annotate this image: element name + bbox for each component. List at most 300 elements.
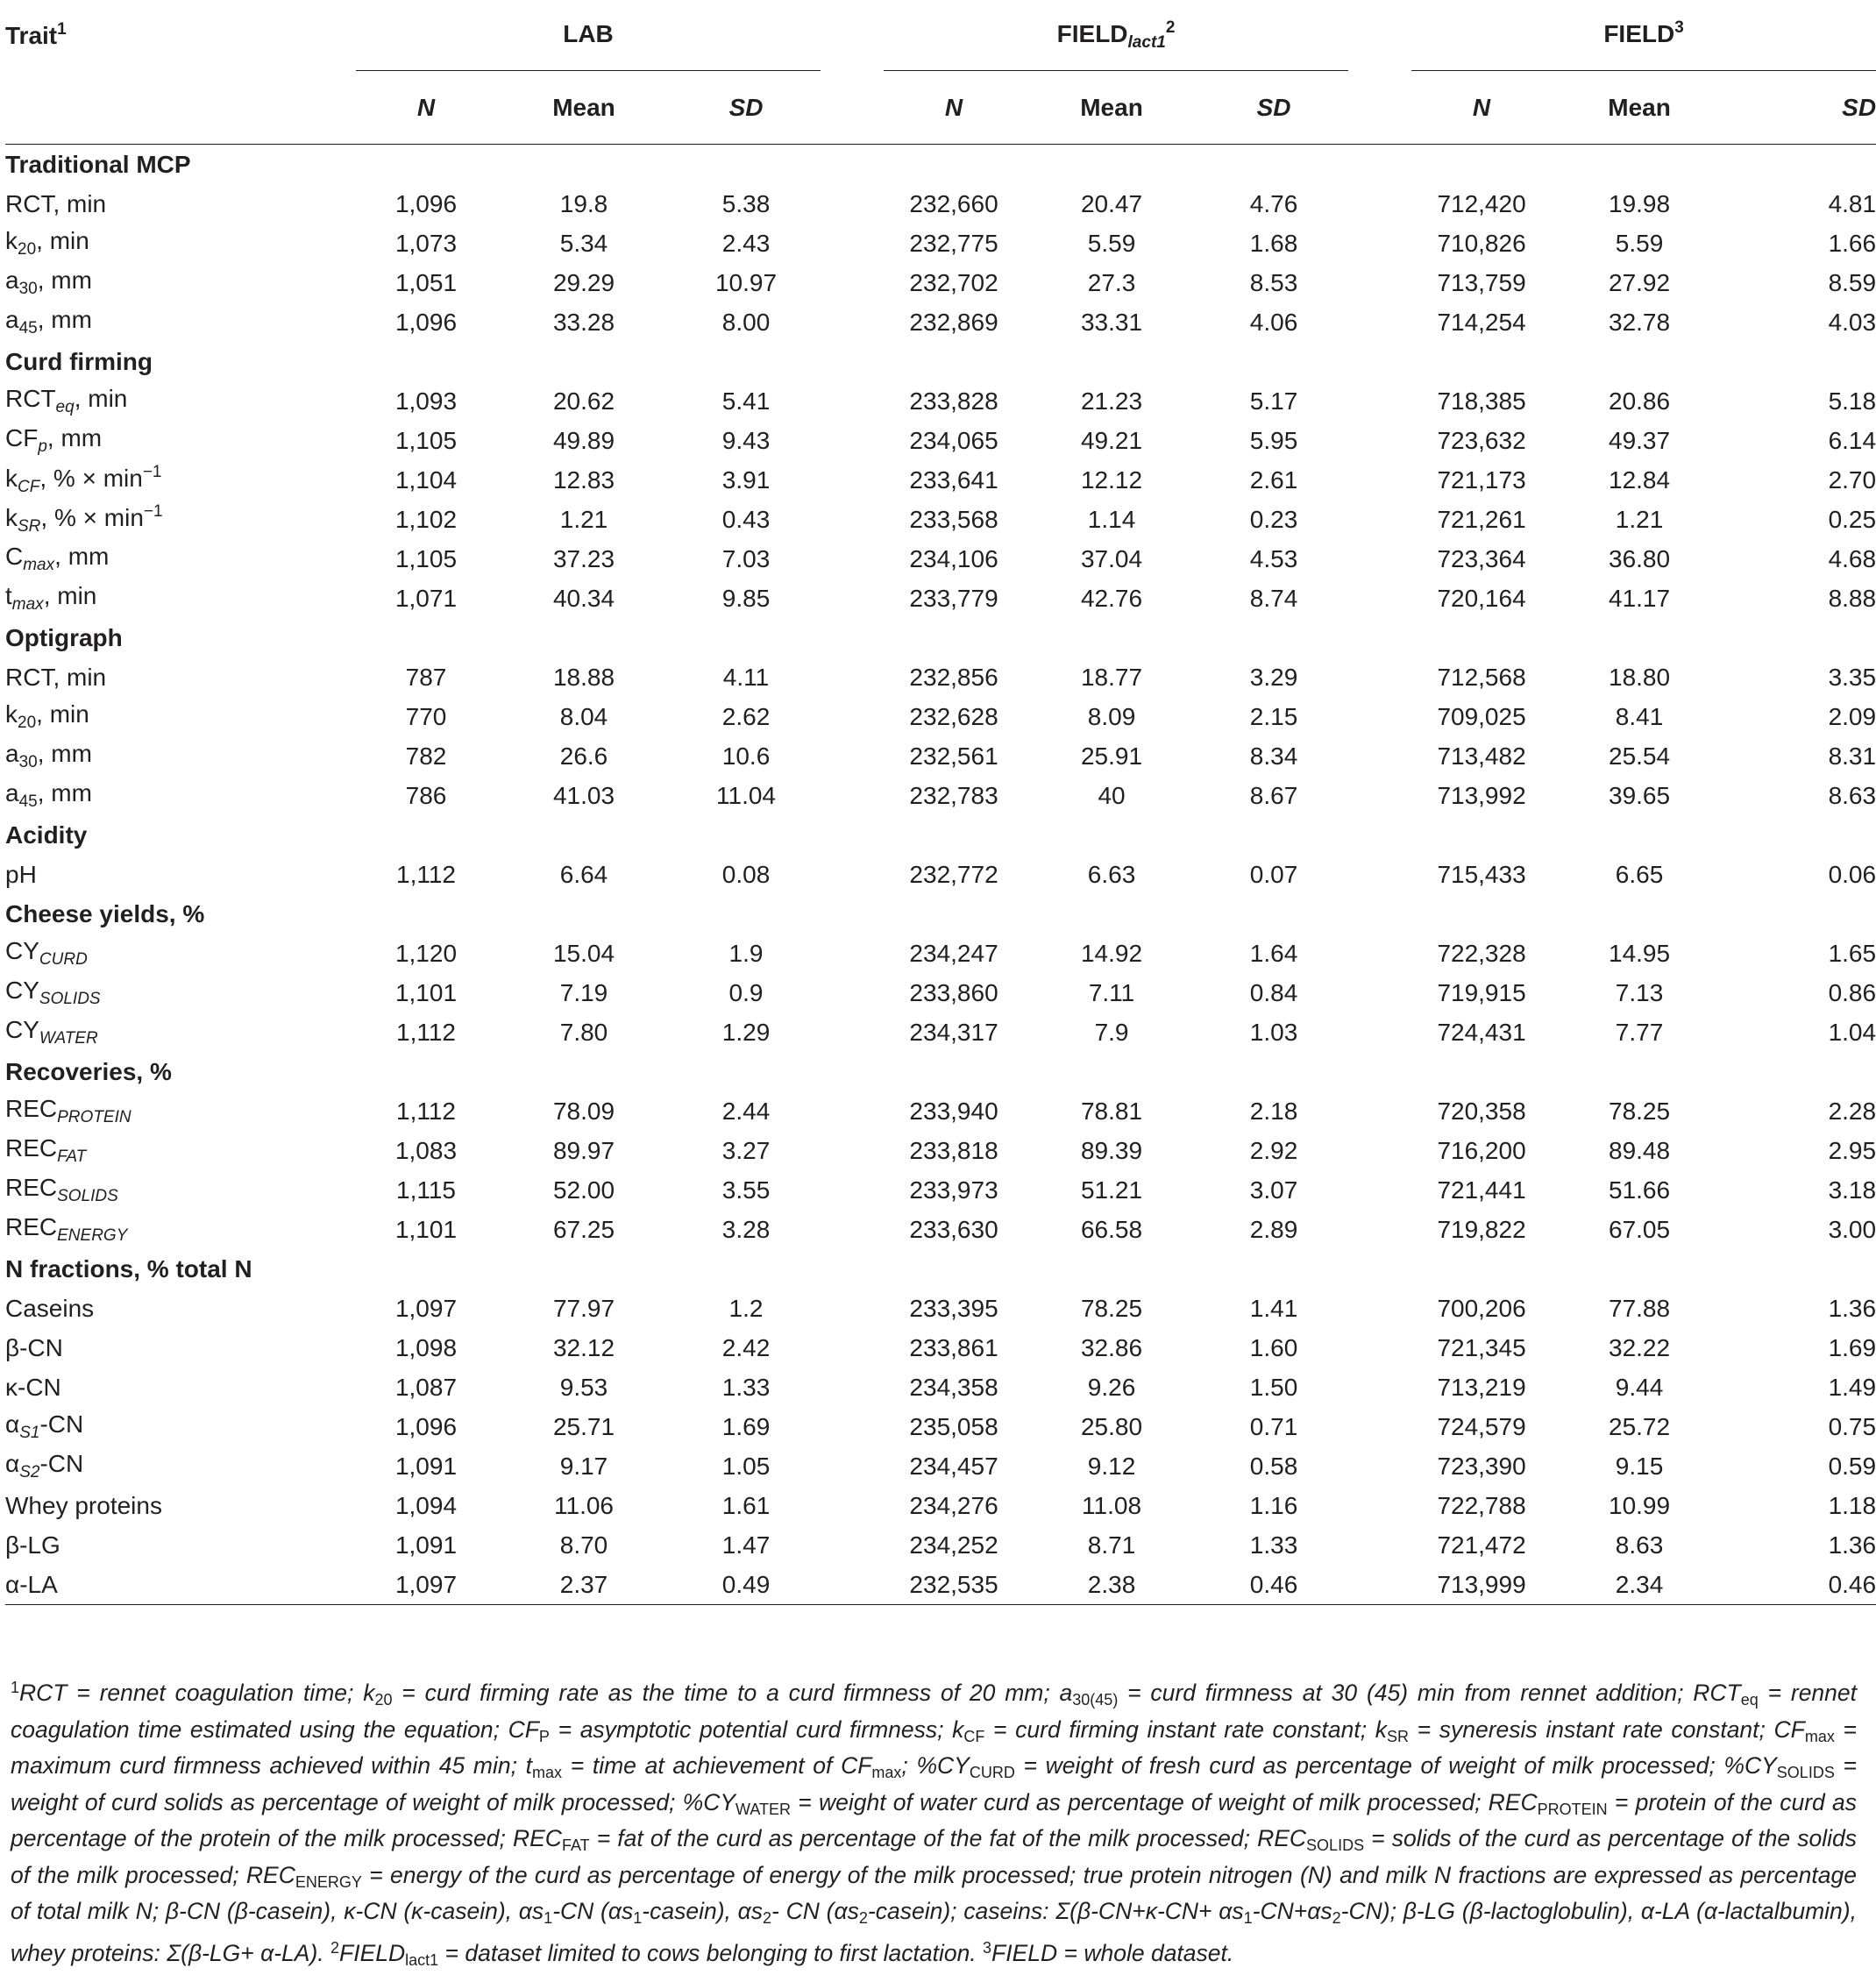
cell-n: 233,568 xyxy=(909,505,998,533)
cell-mean: 7.9 xyxy=(1094,1018,1129,1046)
column-gap xyxy=(821,736,884,776)
column-gap xyxy=(1348,224,1411,263)
cell-mean: 32.86 xyxy=(1080,1333,1143,1361)
group-header-field: FIELD$^3$ xyxy=(1411,0,1876,71)
cell-mean: 41.03 xyxy=(552,781,615,809)
cell-n: 714,254 xyxy=(1437,308,1526,336)
column-gap xyxy=(1348,736,1411,776)
table-row xyxy=(5,1131,1876,1170)
cell-mean: 9.53 xyxy=(559,1373,608,1401)
cell-n: 234,247 xyxy=(909,939,998,967)
cell-mean: 52.00 xyxy=(552,1176,615,1204)
cell-sd: 8.34 xyxy=(1249,742,1298,770)
column-gap xyxy=(821,855,884,894)
cell-mean: 77.88 xyxy=(1609,1294,1671,1322)
cell-sd: 0.43 xyxy=(721,505,771,533)
cell-n: 233,779 xyxy=(909,584,998,612)
cell-sd: 9.43 xyxy=(721,426,771,454)
cell-n: 1,104 xyxy=(394,465,458,494)
cell-sd: 2.70 xyxy=(1828,465,1876,494)
cell-mean: 9.15 xyxy=(1615,1452,1664,1480)
cell-mean: 19.98 xyxy=(1609,189,1671,217)
column-gap xyxy=(1348,381,1411,421)
cell-sd: 0.23 xyxy=(1249,505,1298,533)
column-gap xyxy=(821,1012,884,1052)
cell-n: 721,441 xyxy=(1437,1176,1526,1204)
cell-sd: 1.50 xyxy=(1249,1373,1298,1401)
cell-n: 233,940 xyxy=(909,1097,998,1125)
cell-mean: 89.97 xyxy=(552,1136,615,1164)
cell-mean: 18.80 xyxy=(1609,663,1671,691)
cell-mean: 40.34 xyxy=(552,584,615,612)
column-gap xyxy=(821,1210,884,1249)
cell-n: 1,071 xyxy=(394,584,458,612)
cell-sd: 2.89 xyxy=(1249,1215,1298,1243)
cell-n: 1,120 xyxy=(394,939,458,967)
cell-n: 721,173 xyxy=(1437,465,1526,494)
cell-sd: 1.29 xyxy=(721,1018,771,1046)
cell-sd: 8.59 xyxy=(1828,268,1876,296)
trait-label: $CF_p$, mm xyxy=(5,424,103,456)
cell-sd: 1.60 xyxy=(1249,1333,1298,1361)
table-row xyxy=(5,1407,1876,1446)
column-gap xyxy=(1348,421,1411,460)
trait-label: $REC_{ENERGY}$ xyxy=(5,1213,128,1245)
cell-mean: 21.23 xyxy=(1080,387,1143,415)
cell-sd: 1.03 xyxy=(1249,1018,1298,1046)
table-row xyxy=(5,1368,1876,1407)
cell-n: 232,660 xyxy=(909,189,998,217)
trait-label: κ-CN xyxy=(5,1373,61,1401)
column-gap xyxy=(1348,1368,1411,1407)
trait-label: $CY_{SOLIDS}$ xyxy=(5,977,101,1008)
table-row xyxy=(5,1210,1876,1249)
col-header-mean: Mean xyxy=(1024,71,1199,145)
cell-n: 716,200 xyxy=(1437,1136,1526,1164)
table-row xyxy=(5,1289,1876,1328)
table-row xyxy=(5,1486,1876,1525)
cell-sd: 2.61 xyxy=(1249,465,1298,494)
cell-mean: 2.34 xyxy=(1552,1565,1727,1605)
cell-sd: 0.59 xyxy=(1828,1452,1876,1480)
cell-sd: 10.6 xyxy=(721,742,771,770)
cell-n: 1,101 xyxy=(394,1215,458,1243)
cell-n: 234,106 xyxy=(909,544,998,572)
column-gap xyxy=(821,973,884,1012)
cell-sd: 8.74 xyxy=(1249,584,1298,612)
cell-sd: 1.33 xyxy=(721,1373,771,1401)
cell-n: 1,091 xyxy=(394,1452,458,1480)
cell-sd: 3.55 xyxy=(721,1176,771,1204)
cell-mean: 40 xyxy=(1098,781,1126,809)
cell-mean: 37.23 xyxy=(552,544,615,572)
column-gap xyxy=(1348,1446,1411,1486)
column-gap xyxy=(821,657,884,697)
column-gap xyxy=(821,1131,884,1170)
table-row xyxy=(5,776,1876,815)
cell-mean: 25.80 xyxy=(1080,1412,1143,1440)
cell-n: 720,164 xyxy=(1437,584,1526,612)
column-gap xyxy=(1348,1407,1411,1446)
cell-sd: 0.9 xyxy=(728,978,764,1006)
table-row xyxy=(5,460,1876,500)
cell-sd: 2.43 xyxy=(721,229,771,257)
section-header-row xyxy=(5,342,1876,381)
cell-mean: 25.91 xyxy=(1080,742,1143,770)
cell-n: 1,083 xyxy=(394,1136,458,1164)
cell-mean: 89.48 xyxy=(1609,1136,1671,1164)
cell-n: 234,065 xyxy=(909,426,998,454)
cell-mean: 33.31 xyxy=(1080,308,1143,336)
cell-mean: 8.09 xyxy=(1087,702,1136,730)
cell-n: 235,058 xyxy=(909,1412,998,1440)
cell-mean: 25.71 xyxy=(552,1412,615,1440)
cell-sd: 0.06 xyxy=(1828,860,1876,888)
cell-n: 712,420 xyxy=(1437,189,1526,217)
cell-mean: 11.08 xyxy=(1082,1491,1142,1519)
cell-mean: 12.83 xyxy=(552,465,615,494)
cell-n: 713,999 xyxy=(1411,1565,1552,1605)
section-title: N fractions, % total N xyxy=(5,1254,252,1282)
trait-label: $k_{20}$, min xyxy=(5,227,89,259)
cell-mean: 12.84 xyxy=(1609,465,1671,494)
cell-sd: 0.86 xyxy=(1828,978,1876,1006)
cell-mean: 41.17 xyxy=(1609,584,1671,612)
cell-mean: 8.70 xyxy=(559,1531,608,1559)
column-gap xyxy=(821,579,884,618)
cell-n: 700,206 xyxy=(1437,1294,1526,1322)
cell-n: 770 xyxy=(405,702,447,730)
cell-sd: 4.76 xyxy=(1249,189,1298,217)
cell-n: 713,219 xyxy=(1437,1373,1526,1401)
table-row xyxy=(5,1012,1876,1052)
cell-sd: 1.64 xyxy=(1249,939,1298,967)
column-gap xyxy=(821,302,884,342)
cell-n: 233,395 xyxy=(909,1294,998,1322)
cell-mean: 18.88 xyxy=(552,663,615,691)
cell-sd: 3.35 xyxy=(1828,663,1876,691)
cell-n: 232,772 xyxy=(909,860,998,888)
table-row xyxy=(5,934,1876,973)
column-gap xyxy=(821,934,884,973)
cell-mean: 7.11 xyxy=(1088,978,1135,1006)
table-row xyxy=(5,302,1876,342)
cell-n: 721,345 xyxy=(1437,1333,1526,1361)
column-gap xyxy=(1348,500,1411,539)
cell-n: 1,105 xyxy=(394,544,458,572)
cell-mean: 32.22 xyxy=(1609,1333,1671,1361)
column-gap xyxy=(821,1407,884,1446)
section-title: Cheese yields, % xyxy=(5,899,205,927)
cell-mean: 49.89 xyxy=(552,426,615,454)
column-gap xyxy=(821,1446,884,1486)
cell-mean: 36.80 xyxy=(1609,544,1671,572)
cell-sd: 1.41 xyxy=(1249,1294,1298,1322)
cell-mean: 78.25 xyxy=(1609,1097,1671,1125)
cell-mean: 8.71 xyxy=(1087,1531,1136,1559)
cell-sd: 1.65 xyxy=(1828,939,1876,967)
trait-label: pH xyxy=(5,860,37,888)
cell-sd: 0.58 xyxy=(1249,1452,1298,1480)
cell-sd: 0.49 xyxy=(672,1565,821,1605)
cell-sd: 3.28 xyxy=(721,1215,771,1243)
cell-sd: 8.00 xyxy=(721,308,771,336)
column-gap xyxy=(1348,1210,1411,1249)
column-gap xyxy=(821,1565,884,1605)
column-gap xyxy=(821,1486,884,1525)
cell-n: 234,358 xyxy=(909,1373,998,1401)
cell-n: 234,317 xyxy=(909,1018,998,1046)
table-row xyxy=(5,579,1876,618)
cell-mean: 89.39 xyxy=(1080,1136,1143,1164)
column-gap xyxy=(1348,1289,1411,1328)
cell-n: 723,364 xyxy=(1437,544,1526,572)
cell-sd: 11.04 xyxy=(716,781,777,809)
cell-n: 787 xyxy=(405,663,447,691)
cell-mean: 49.21 xyxy=(1080,426,1143,454)
column-gap xyxy=(1348,1012,1411,1052)
cell-n: 1,094 xyxy=(394,1491,458,1519)
col-header-n: N xyxy=(1411,71,1552,145)
column-gap xyxy=(1348,697,1411,736)
cell-n: 1,102 xyxy=(394,505,458,533)
cell-sd: 8.53 xyxy=(1249,268,1298,296)
section-header-row xyxy=(5,815,1876,855)
header-row-columns xyxy=(5,71,1876,145)
column-gap xyxy=(821,421,884,460)
document xyxy=(5,0,1876,1969)
trait-header: Trait$^1$ xyxy=(5,20,67,50)
section-header-row xyxy=(5,894,1876,934)
cell-n: 232,535 xyxy=(884,1565,1024,1605)
column-gap xyxy=(821,500,884,539)
cell-mean: 8.63 xyxy=(1615,1531,1664,1559)
trait-label: $RCT_{eq}$, min xyxy=(5,385,128,416)
cell-mean: 77.97 xyxy=(552,1294,615,1322)
cell-sd: 1.36 xyxy=(1828,1294,1876,1322)
cell-mean: 25.72 xyxy=(1609,1412,1671,1440)
cell-sd: 1.18 xyxy=(1828,1491,1876,1519)
cell-n: 1,101 xyxy=(394,978,458,1006)
cell-sd: 4.06 xyxy=(1249,308,1298,336)
col-header-sd: SD xyxy=(1199,71,1348,145)
section-title: Acidity xyxy=(5,821,88,849)
cell-n: 721,472 xyxy=(1437,1531,1526,1559)
cell-mean: 8.04 xyxy=(559,702,608,730)
cell-sd: 3.00 xyxy=(1828,1215,1876,1243)
table-row xyxy=(5,1170,1876,1210)
cell-sd: 4.53 xyxy=(1249,544,1298,572)
column-gap xyxy=(821,1328,884,1368)
trait-label: $a_{45}$, mm xyxy=(5,779,92,811)
trait-label: $REC_{PROTEIN}$ xyxy=(5,1095,131,1126)
cell-mean: 42.76 xyxy=(1080,584,1143,612)
column-gap xyxy=(821,224,884,263)
trait-label: $a_{45}$, mm xyxy=(5,306,92,337)
cell-mean: 18.77 xyxy=(1080,663,1143,691)
cell-n: 234,252 xyxy=(909,1531,998,1559)
cell-mean: 19.8 xyxy=(559,189,608,217)
cell-sd: 0.46 xyxy=(1727,1565,1876,1605)
cell-mean: 14.92 xyxy=(1080,939,1143,967)
cell-n: 1,096 xyxy=(394,308,458,336)
trait-label: $REC_{SOLIDS}$ xyxy=(5,1174,118,1205)
cell-n: 233,818 xyxy=(909,1136,998,1164)
cell-n: 232,561 xyxy=(909,742,998,770)
cell-n: 233,630 xyxy=(909,1215,998,1243)
column-gap xyxy=(1348,855,1411,894)
cell-mean: 11.06 xyxy=(554,1491,614,1519)
cell-n: 722,328 xyxy=(1437,939,1526,967)
cell-mean: 5.59 xyxy=(1087,229,1136,257)
col-header-mean: Mean xyxy=(496,71,672,145)
cell-mean: 1.21 xyxy=(559,505,608,533)
cell-sd: 1.49 xyxy=(1828,1373,1876,1401)
trait-label: RCT, min xyxy=(5,189,107,217)
cell-sd: 9.85 xyxy=(721,584,771,612)
cell-sd: 0.07 xyxy=(1249,860,1298,888)
table-row xyxy=(5,855,1876,894)
cell-n: 233,861 xyxy=(909,1333,998,1361)
trait-label: $C_{max}$, mm xyxy=(5,543,110,574)
cell-sd: 4.11 xyxy=(722,663,770,691)
cell-sd: 2.62 xyxy=(721,702,771,730)
cell-sd: 2.95 xyxy=(1828,1136,1876,1164)
cell-n: 713,992 xyxy=(1437,781,1526,809)
column-gap xyxy=(1348,1328,1411,1368)
cell-sd: 1.9 xyxy=(728,939,764,967)
trait-label: RCT, min xyxy=(5,663,107,691)
trait-label: β-LG xyxy=(5,1531,60,1559)
table-row xyxy=(5,1328,1876,1368)
cell-mean: 37.04 xyxy=(1080,544,1143,572)
trait-label: $k_{CF}$, % × $\min^{-1}$ xyxy=(5,463,162,496)
cell-sd: 8.63 xyxy=(1828,781,1876,809)
cell-n: 1,093 xyxy=(394,387,458,415)
table-row xyxy=(5,736,1876,776)
cell-mean: 9.12 xyxy=(1087,1452,1136,1480)
header-row-groups xyxy=(5,0,1876,71)
cell-n: 1,112 xyxy=(396,1097,456,1125)
traits-table xyxy=(5,0,1876,1605)
column-gap xyxy=(1348,1170,1411,1210)
column-gap xyxy=(1348,1565,1411,1605)
cell-sd: 5.38 xyxy=(721,189,771,217)
cell-mean: 20.47 xyxy=(1080,189,1143,217)
cell-n: 1,087 xyxy=(394,1373,458,1401)
cell-sd: 0.84 xyxy=(1249,978,1298,1006)
table-row xyxy=(5,184,1876,224)
cell-mean: 67.05 xyxy=(1609,1215,1671,1243)
cell-mean: 8.41 xyxy=(1615,702,1664,730)
cell-sd: 1.2 xyxy=(728,1294,764,1322)
column-gap xyxy=(1348,539,1411,579)
cell-sd: 4.81 xyxy=(1828,189,1876,217)
section-header-row xyxy=(5,1249,1876,1289)
cell-n: 1,091 xyxy=(394,1531,458,1559)
cell-mean: 27.92 xyxy=(1609,268,1671,296)
cell-sd: 1.68 xyxy=(1249,229,1298,257)
cell-sd: 0.75 xyxy=(1828,1412,1876,1440)
cell-sd: 2.42 xyxy=(721,1333,771,1361)
cell-sd: 0.46 xyxy=(1199,1565,1348,1605)
cell-n: 232,783 xyxy=(909,781,998,809)
cell-sd: 3.07 xyxy=(1249,1176,1298,1204)
trait-label: Whey proteins xyxy=(5,1491,162,1519)
cell-mean: 20.86 xyxy=(1609,387,1671,415)
cell-mean: 7.13 xyxy=(1615,978,1664,1006)
table-row xyxy=(5,421,1876,460)
cell-sd: 2.28 xyxy=(1828,1097,1876,1125)
section-header-row xyxy=(5,145,1876,185)
cell-n: 782 xyxy=(405,742,447,770)
cell-n: 1,105 xyxy=(394,426,458,454)
column-gap xyxy=(821,539,884,579)
column-gap xyxy=(1348,184,1411,224)
cell-n: 233,973 xyxy=(909,1176,998,1204)
cell-mean: 6.63 xyxy=(1087,860,1136,888)
cell-mean: 67.25 xyxy=(552,1215,615,1243)
table-row xyxy=(5,381,1876,421)
table-row xyxy=(5,697,1876,736)
cell-n: 232,628 xyxy=(909,702,998,730)
cell-n: 715,433 xyxy=(1437,860,1526,888)
cell-n: 232,775 xyxy=(909,229,998,257)
column-gap xyxy=(821,381,884,421)
cell-sd: 1.61 xyxy=(721,1491,771,1519)
cell-n: 1,112 xyxy=(396,860,456,888)
cell-sd: 2.44 xyxy=(721,1097,771,1125)
cell-n: 1,098 xyxy=(394,1333,458,1361)
cell-mean: 7.19 xyxy=(559,978,608,1006)
cell-n: 713,759 xyxy=(1437,268,1526,296)
cell-sd: 6.14 xyxy=(1828,426,1876,454)
column-gap xyxy=(821,263,884,302)
table-row xyxy=(5,539,1876,579)
table-row xyxy=(5,263,1876,302)
cell-sd: 3.29 xyxy=(1249,663,1298,691)
column-gap xyxy=(1348,460,1411,500)
cell-n: 709,025 xyxy=(1437,702,1526,730)
column-gap xyxy=(821,1525,884,1565)
column-gap xyxy=(1348,973,1411,1012)
trait-label: $CY_{WATER}$ xyxy=(5,1016,98,1048)
cell-mean: 9.44 xyxy=(1615,1373,1664,1401)
cell-sd: 3.18 xyxy=(1828,1176,1876,1204)
cell-sd: 1.47 xyxy=(721,1531,771,1559)
cell-mean: 78.25 xyxy=(1080,1294,1143,1322)
cell-n: 1,112 xyxy=(396,1018,456,1046)
cell-n: 1,073 xyxy=(394,229,458,257)
column-gap xyxy=(1348,1091,1411,1131)
section-title: Traditional MCP xyxy=(5,150,191,178)
cell-mean: 49.37 xyxy=(1609,426,1671,454)
column-gap xyxy=(821,697,884,736)
trait-label: $\alpha_{S2}-CN$ xyxy=(5,1450,84,1481)
cell-sd: 2.15 xyxy=(1249,702,1298,730)
column-gap xyxy=(821,184,884,224)
cell-sd: 1.66 xyxy=(1828,229,1876,257)
cell-n: 232,702 xyxy=(909,268,998,296)
cell-mean: 15.04 xyxy=(552,939,615,967)
cell-mean: 78.81 xyxy=(1080,1097,1143,1125)
cell-sd: 3.27 xyxy=(721,1136,771,1164)
cell-mean: 10.99 xyxy=(1609,1491,1671,1519)
cell-mean: 25.54 xyxy=(1609,742,1671,770)
cell-sd: 10.97 xyxy=(714,268,778,296)
cell-n: 232,869 xyxy=(909,308,998,336)
trait-label: $k_{20}$, min xyxy=(5,700,89,732)
